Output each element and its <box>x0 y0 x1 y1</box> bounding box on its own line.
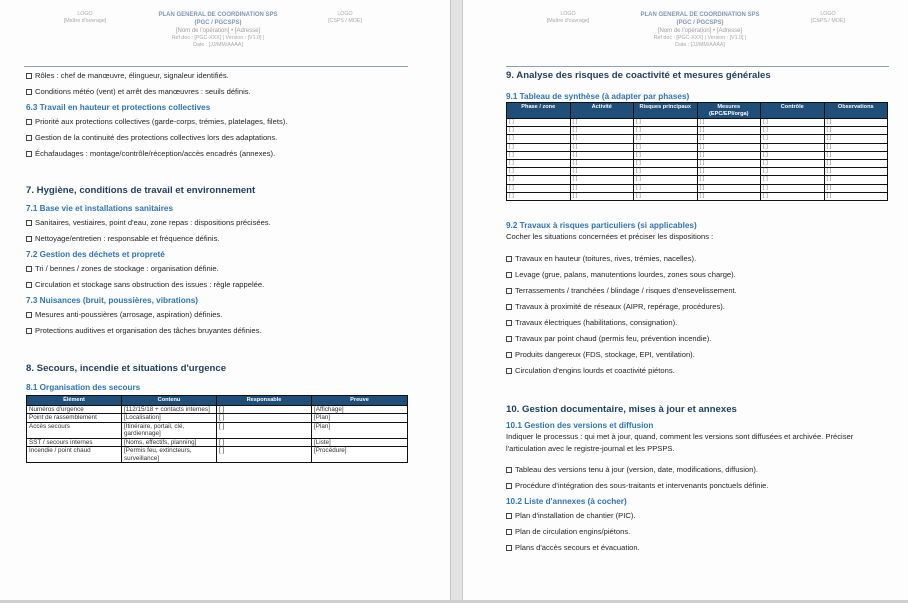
table-row <box>507 143 888 151</box>
table-cell-placeholder[interactable]: [ ] <box>824 160 888 168</box>
table-cell-placeholder[interactable]: [ ] <box>761 143 825 151</box>
header-center <box>143 11 293 49</box>
checklist-item[interactable]: Protections auditives et organisation des tâches bruyantes définies. <box>26 326 408 335</box>
logo-caption: [Maître d'ouvrage] <box>63 18 107 24</box>
checklist-item[interactable]: Travaux en hauteur (toitures, rives, trémies, nacelles). <box>506 254 888 263</box>
checklist-item[interactable]: Priorité aux protections collectives (garde-corps, trémies, platelages, filets). <box>26 117 408 126</box>
table-cell-placeholder[interactable]: [ ] <box>634 151 698 159</box>
document-title: PLAN GENERAL DE COORDINATION SPS <box>640 12 760 18</box>
checkbox-icon[interactable] <box>506 304 512 310</box>
checklist-item[interactable]: Conditions météo (vent) et arrêt des manœuvres : seuils définis. <box>26 87 408 96</box>
table-cell-placeholder[interactable]: [ ] <box>697 184 761 192</box>
table-cell-placeholder[interactable]: [ ] <box>634 184 698 192</box>
checklist-item[interactable]: Circulation d'engins lourds et coactivité piétons. <box>506 366 888 375</box>
column-header: Élément <box>27 396 122 406</box>
table-cell: [Plan] <box>312 422 408 438</box>
document-page-right <box>462 0 908 600</box>
table-cell-placeholder[interactable]: [ ] <box>824 135 888 143</box>
checkbox-icon[interactable] <box>506 513 512 519</box>
table-cell: [ ] <box>217 405 312 414</box>
section-10-2-heading: 10.2 Liste d'annexes (à cocher) <box>506 497 627 507</box>
checkbox-icon[interactable] <box>506 256 512 262</box>
operation-name: [Nom de l'opération] • [Adresse] <box>175 28 261 34</box>
checklist-item[interactable]: Travaux à proximité de réseaux (AIPR, repérage, procédures). <box>506 302 888 311</box>
section-9-1-heading: 9.1 Tableau de synthèse (à adapter par phases) <box>506 92 690 101</box>
checkbox-icon[interactable] <box>26 73 32 79</box>
emergency-organisation-table <box>26 395 408 463</box>
column-header: Mesures (EPC/EPI/orga) <box>697 103 761 119</box>
checklist-item[interactable]: Produits dangereux (FDS, stockage, EPI, ventilation). <box>506 350 888 359</box>
table-cell-placeholder[interactable]: [ ] <box>507 119 571 127</box>
table-cell: [Affichage] <box>312 405 408 414</box>
table-cell-placeholder[interactable]: [ ] <box>697 151 761 159</box>
checkbox-icon[interactable] <box>506 288 512 294</box>
table-cell-placeholder[interactable]: [ ] <box>507 143 571 151</box>
table-cell-placeholder[interactable]: [ ] <box>570 151 634 159</box>
checklist-item[interactable]: Circulation et stockage sans obstruction des issues : règle rappelée. <box>26 280 408 289</box>
checkbox-icon[interactable] <box>26 220 32 226</box>
left-content <box>26 71 408 463</box>
document-title: PLAN GENERAL DE COORDINATION SPS <box>158 12 278 18</box>
table-cell: [Procédure] <box>312 447 408 463</box>
date-line: Date : [JJ/MM/AAAA] <box>675 42 725 48</box>
table-cell: Numéros d'urgence <box>27 405 122 414</box>
table-cell-placeholder[interactable]: [ ] <box>507 192 571 200</box>
checklist-item[interactable]: Procédure d'intégration des sous-traitants et intervenants ponctuels définie. <box>506 481 888 490</box>
column-header: Activité <box>570 103 634 119</box>
table-cell: [Localisation] <box>122 414 217 423</box>
table-cell-placeholder[interactable]: [ ] <box>697 176 761 184</box>
table-row <box>27 447 408 463</box>
table-cell: [Plan] <box>312 414 408 423</box>
column-header: Contrôle <box>761 103 825 119</box>
operation-name: [Nom de l'opération] • [Adresse] <box>657 28 743 34</box>
logo-placeholder: LOGO <box>820 11 836 17</box>
header-logo-left <box>50 11 120 25</box>
checklist-item[interactable]: Plan d'installation de chantier (PIC). <box>506 511 888 520</box>
checklist-item[interactable]: Tableau des versions tenu à jour (version, date, modifications, diffusion). <box>506 465 888 474</box>
table-row <box>507 184 888 192</box>
right-content <box>506 70 888 559</box>
section-9-heading: 9. Analyse des risques de coactivité et mesures générales <box>506 70 771 81</box>
column-header: Observations <box>824 103 888 119</box>
checklist-item[interactable]: Mesures anti-poussières (arrosage, aspiration) définies. <box>26 310 408 319</box>
section-7-1-heading: 7.1 Base vie et installations sanitaires <box>26 204 173 213</box>
table-cell: Incendie / point chaud <box>27 447 122 463</box>
table-cell-placeholder[interactable]: [ ] <box>634 168 698 176</box>
table-cell: Point de rassemblement <box>27 414 122 423</box>
table-row <box>27 422 408 438</box>
table-cell: [ ] <box>217 414 312 423</box>
section-9-2-intro: Cocher les situations concernées et préciser les dispositions : <box>506 232 714 242</box>
table-row <box>27 414 408 423</box>
table-cell-placeholder[interactable]: [ ] <box>570 160 634 168</box>
risk-checklist <box>506 254 888 375</box>
table-cell-placeholder[interactable]: [ ] <box>824 151 888 159</box>
checkbox-icon[interactable] <box>26 266 32 272</box>
document-subtitle: (PGC / PGCSPS) <box>676 20 724 26</box>
table-cell-placeholder[interactable]: [ ] <box>761 127 825 135</box>
table-cell-placeholder[interactable]: [ ] <box>570 127 634 135</box>
table-row <box>507 119 888 127</box>
section-8-1-heading: 8.1 Organisation des secours <box>26 383 141 392</box>
checkbox-icon[interactable] <box>506 483 512 489</box>
document-page-left <box>0 0 451 600</box>
table-cell-placeholder[interactable]: [ ] <box>697 160 761 168</box>
section-7-2-heading: 7.2 Gestion des déchets et propreté <box>26 250 165 259</box>
table-cell-placeholder[interactable]: [ ] <box>697 119 761 127</box>
table-cell-placeholder[interactable]: [ ] <box>824 168 888 176</box>
checkbox-icon[interactable] <box>26 119 32 125</box>
coactivity-synthesis-table <box>506 102 888 201</box>
checklist-item[interactable]: Plans d'accès secours et évacuation. <box>506 543 888 552</box>
table-cell: [Noms, effectifs, planning] <box>122 438 217 447</box>
table-cell: Accès secours <box>27 422 122 438</box>
checkbox-icon[interactable] <box>26 282 32 288</box>
table-header-row <box>507 103 888 119</box>
checkbox-icon[interactable] <box>26 151 32 157</box>
table-cell: SST / secours internes <box>27 438 122 447</box>
table-cell-placeholder[interactable]: [ ] <box>507 168 571 176</box>
table-cell-placeholder[interactable]: [ ] <box>761 192 825 200</box>
section-9-2-heading: 9.2 Travaux à risques particuliers (si applicables) <box>506 221 697 231</box>
table-cell-placeholder[interactable]: [ ] <box>570 168 634 176</box>
table-cell-placeholder[interactable]: [ ] <box>570 192 634 200</box>
section-8-heading: 8. Secours, incendie et situations d'urgence <box>26 363 227 374</box>
table-cell-placeholder[interactable]: [ ] <box>507 151 571 159</box>
checkbox-icon[interactable] <box>26 135 32 141</box>
table-cell-placeholder[interactable]: [ ] <box>824 184 888 192</box>
table-cell: [ ] <box>217 438 312 447</box>
checkbox-icon[interactable] <box>506 320 512 326</box>
checkbox-icon[interactable] <box>26 236 32 242</box>
checkbox-icon[interactable] <box>506 352 512 358</box>
table-cell: [112/15/18 + contacts internes] <box>122 405 217 414</box>
table-cell-placeholder[interactable]: [ ] <box>507 135 571 143</box>
document-subtitle: (PGC / PGCSPS) <box>194 20 242 26</box>
logo-placeholder: LOGO <box>337 11 353 17</box>
section-10-heading: 10. Gestion documentaire, mises à jour et annexes <box>506 404 737 416</box>
table-cell-placeholder[interactable]: [ ] <box>697 143 761 151</box>
table-cell-placeholder[interactable]: [ ] <box>634 160 698 168</box>
table-cell-placeholder[interactable]: [ ] <box>697 192 761 200</box>
table-cell-placeholder[interactable]: [ ] <box>507 160 571 168</box>
table-cell-placeholder[interactable]: [ ] <box>761 176 825 184</box>
column-header: Risques principaux <box>634 103 698 119</box>
table-cell-placeholder[interactable]: [ ] <box>634 143 698 151</box>
checkbox-icon[interactable] <box>26 328 32 334</box>
header-logo-right <box>793 11 863 25</box>
checkbox-icon[interactable] <box>506 368 512 374</box>
checkbox-icon[interactable] <box>506 272 512 278</box>
checklist-item[interactable]: Levage (grue, palans, manutentions lourdes, zones sous charge). <box>506 270 888 279</box>
table-cell-placeholder[interactable]: [ ] <box>570 143 634 151</box>
header-rule <box>24 66 408 67</box>
header-center <box>625 11 775 49</box>
checklist-item[interactable]: Plan de circulation engins/piétons. <box>506 527 888 536</box>
checkbox-icon[interactable] <box>506 467 512 473</box>
table-cell-placeholder[interactable]: [ ] <box>634 119 698 127</box>
table-cell-placeholder[interactable]: [ ] <box>824 127 888 135</box>
logo-caption: [CSPS / MOE] <box>328 18 362 24</box>
table-cell-placeholder[interactable]: [ ] <box>761 184 825 192</box>
reference-line: Réf doc : [PGC-XXX] | Version : [V1.0] | <box>171 35 265 41</box>
table-cell-placeholder[interactable]: [ ] <box>824 143 888 151</box>
table-cell-placeholder[interactable]: [ ] <box>761 151 825 159</box>
checklist-item[interactable]: Sanitaires, vestiaires, point d'eau, zone repas : dispositions précisées. <box>26 218 408 227</box>
column-header: Responsable <box>217 396 312 406</box>
header-rule <box>506 66 889 67</box>
table-row <box>27 405 408 414</box>
section-7-heading: 7. Hygiène, conditions de travail et environnement <box>26 185 256 196</box>
table-row <box>507 151 888 159</box>
table-row <box>507 176 888 184</box>
date-line: Date : [JJ/MM/AAAA] <box>193 42 243 48</box>
table-cell-placeholder[interactable]: [ ] <box>761 135 825 143</box>
reference-line: Réf doc : [PGC-XXX] | Version : [V1.0] | <box>653 35 747 41</box>
checklist-item[interactable]: Travaux électriques (habilitations, consignation). <box>506 318 888 327</box>
table-row <box>27 438 408 447</box>
table-cell-placeholder[interactable]: [ ] <box>824 192 888 200</box>
logo-caption: [Maître d'ouvrage] <box>546 18 590 24</box>
table-row <box>507 135 888 143</box>
table-cell: [ ] <box>217 422 312 438</box>
table-cell-placeholder[interactable]: [ ] <box>761 160 825 168</box>
table-cell-placeholder[interactable]: [ ] <box>507 176 571 184</box>
checklist-item[interactable]: Terrassements / tranchées / blindage / risques d'ensevelissement. <box>506 286 888 295</box>
table-cell-placeholder[interactable]: [ ] <box>634 192 698 200</box>
table-cell: [Liste] <box>312 438 408 447</box>
table-cell: [ ] <box>217 447 312 463</box>
table-row <box>507 127 888 135</box>
table-cell-placeholder[interactable]: [ ] <box>697 168 761 176</box>
table-cell-placeholder[interactable]: [ ] <box>570 135 634 143</box>
table-header-row <box>27 396 408 406</box>
checklist-item[interactable]: Rôles : chef de manœuvre, élingueur, signaleur identifiés. <box>26 71 408 80</box>
column-header: Preuve <box>312 396 408 406</box>
section-7-3-heading: 7.3 Nuisances (bruit, poussières, vibrations) <box>26 296 198 305</box>
table-cell-placeholder[interactable]: [ ] <box>824 176 888 184</box>
checkbox-icon[interactable] <box>506 529 512 535</box>
column-header: Contenu <box>122 396 217 406</box>
header-logo-left <box>533 11 603 25</box>
table-cell-placeholder[interactable]: [ ] <box>697 127 761 135</box>
table-cell-placeholder[interactable]: [ ] <box>824 119 888 127</box>
table-cell-placeholder[interactable]: [ ] <box>570 176 634 184</box>
checkbox-icon[interactable] <box>26 89 32 95</box>
table-cell-placeholder[interactable]: [ ] <box>761 168 825 176</box>
table-cell-placeholder[interactable]: [ ] <box>570 184 634 192</box>
header-logo-right <box>310 11 380 25</box>
section-10-1-heading: 10.1 Gestion des versions et diffusion <box>506 421 654 431</box>
table-cell-placeholder[interactable]: [ ] <box>634 176 698 184</box>
table-row <box>507 168 888 176</box>
table-row <box>507 192 888 200</box>
table-cell-placeholder[interactable]: [ ] <box>761 119 825 127</box>
table-cell-placeholder[interactable]: [ ] <box>634 127 698 135</box>
table-cell-placeholder[interactable]: [ ] <box>507 127 571 135</box>
checkbox-icon[interactable] <box>26 312 32 318</box>
logo-placeholder: LOGO <box>560 11 576 17</box>
checklist-item[interactable]: Travaux par point chaud (permis feu, prévention incendie). <box>506 334 888 343</box>
section-10-1-paragraph: Indiquer le processus : qui met à jour, quand, comment les versions sont diffusées et archivée. Préciser l'articulation avec le registre-journal et les PPSPS. <box>506 432 854 454</box>
section-6-3-heading: 6.3 Travail en hauteur et protections collectives <box>26 103 211 112</box>
table-cell: [Permis feu, extincteurs, surveillance] <box>122 447 217 463</box>
checklist-item[interactable]: Échafaudages : montage/contrôle/réception/accès encadrés (annexes). <box>26 149 408 158</box>
logo-placeholder: LOGO <box>77 11 93 17</box>
checklist-item[interactable]: Gestion de la continuité des protections collectives lors des adaptations. <box>26 133 408 142</box>
column-header: Phase / zone <box>507 103 571 119</box>
table-cell-placeholder[interactable]: [ ] <box>697 135 761 143</box>
table-cell-placeholder[interactable]: [ ] <box>507 184 571 192</box>
checkbox-icon[interactable] <box>506 336 512 342</box>
table-cell-placeholder[interactable]: [ ] <box>570 119 634 127</box>
table-row <box>507 160 888 168</box>
checklist-item[interactable]: Tri / bennes / zones de stockage : organisation définie. <box>26 264 408 273</box>
table-cell: [Itinéraire, portail, clé, gardiennage] <box>122 422 217 438</box>
checklist-item[interactable]: Nettoyage/entretien : responsable et fréquence définis. <box>26 234 408 243</box>
table-cell-placeholder[interactable]: [ ] <box>634 135 698 143</box>
checkbox-icon[interactable] <box>506 545 512 551</box>
logo-caption: [CSPS / MOE] <box>811 18 845 24</box>
